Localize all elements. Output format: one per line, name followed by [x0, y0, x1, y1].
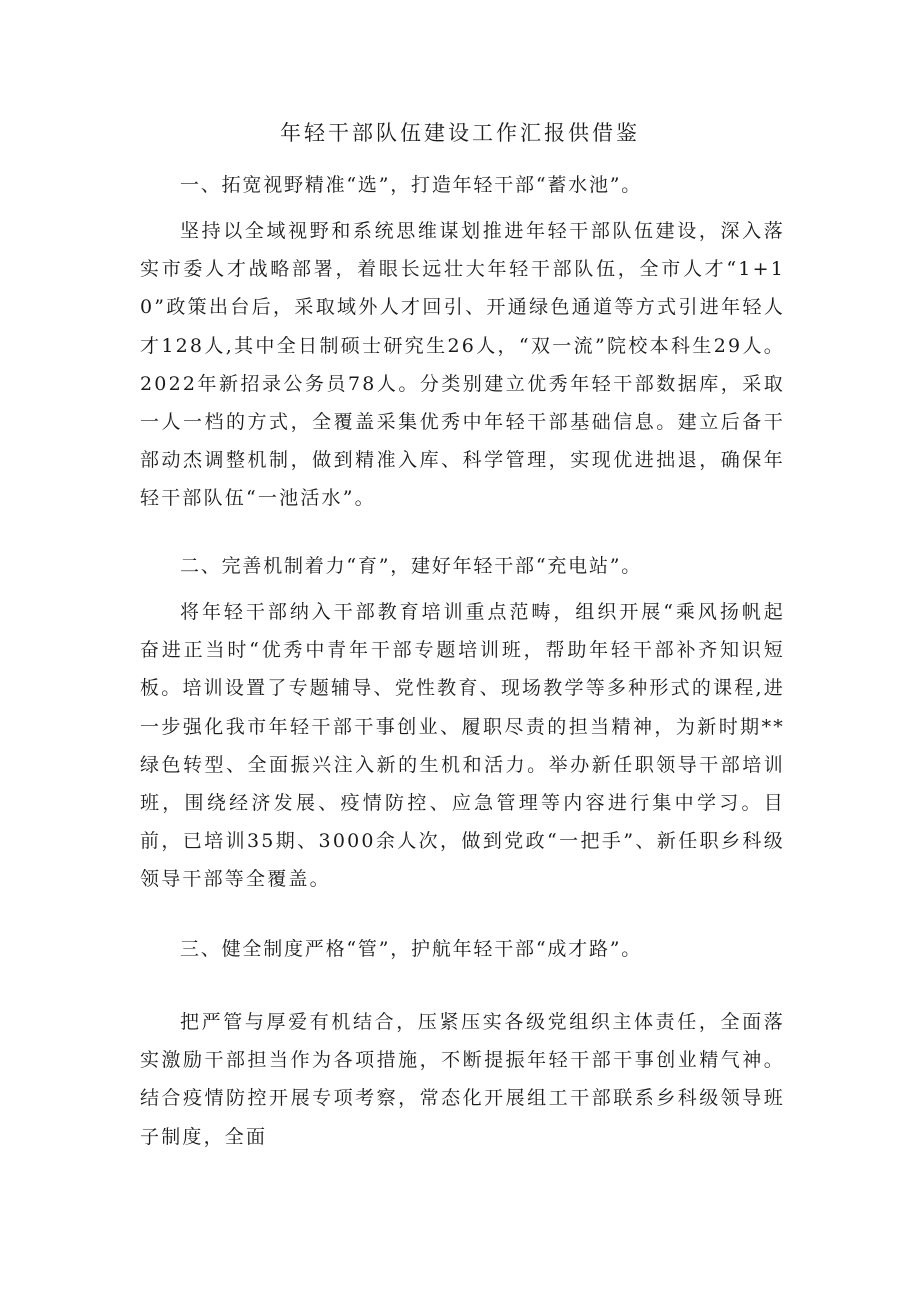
section-3-heading: 三、健全制度严格“管”，护航年轻干部“成才路”。 — [180, 938, 643, 960]
document-title: 年轻干部队伍建设工作汇报供借鉴 — [280, 121, 640, 145]
section-1-body: 坚持以全域视野和系统思维谋划推进年轻干部队伍建设，深入落实市委人才战略部署，着眼长远壮大年轻干部队伍，全市人才“1+10”政策出台后，采取域外人才回引、开通绿色通道等方式引进年轻人才128人,其中全日制硕士研究生26人，“双一流”院校本科生29人。2022年新招录公务员78人。分类别建立优秀年轻干部数据库，采取一人一档的方式，全覆盖采集优秀中年轻干部基础信息。建立后备干部动杰调整机制，做到精准入库、科学管理，实现优进拙退，确保年轻干部队伍“一池活水”。 — [140, 220, 785, 510]
section-2-heading: 二、完善机制着力“育”，建好年轻干部“充电站”。 — [180, 555, 643, 577]
section-3-body: 把严管与厚爱有机结合，压紧压实各级党组织主体责任，全面落实激励干部担当作为各项措施，不断提振年轻干部干事创业精气神。结合疫情防控开展专项考察，常态化开展组工干部联系乡科级领导班子制度，全面 — [140, 1011, 785, 1148]
section-1-heading: 一、拓宽视野精准“选”，打造年轻干部“蓄水池”。 — [180, 174, 643, 196]
section-2-body: 将年轻干部纳入干部教育培训重点范畴，组织开展“乘风扬帆起奋进正当时“优秀中青年干部专题培训班，帮助年轻干部补齐知识短板。培训设置了专题辅导、党性教育、现场教学等多种形式的课程,进一步强化我市年轻干部干事创业、履职尽责的担当精神，为新时期**绿色转型、全面振兴注入新的生机和活力。举办新任职领导干部培训班，围绕经济发展、疫情防控、应急管理等内容进行集中学习。目前，已培训35期、3000余人次，做到党政“一把手”、新任职乡科级领导干部等全覆盖。 — [140, 601, 785, 891]
